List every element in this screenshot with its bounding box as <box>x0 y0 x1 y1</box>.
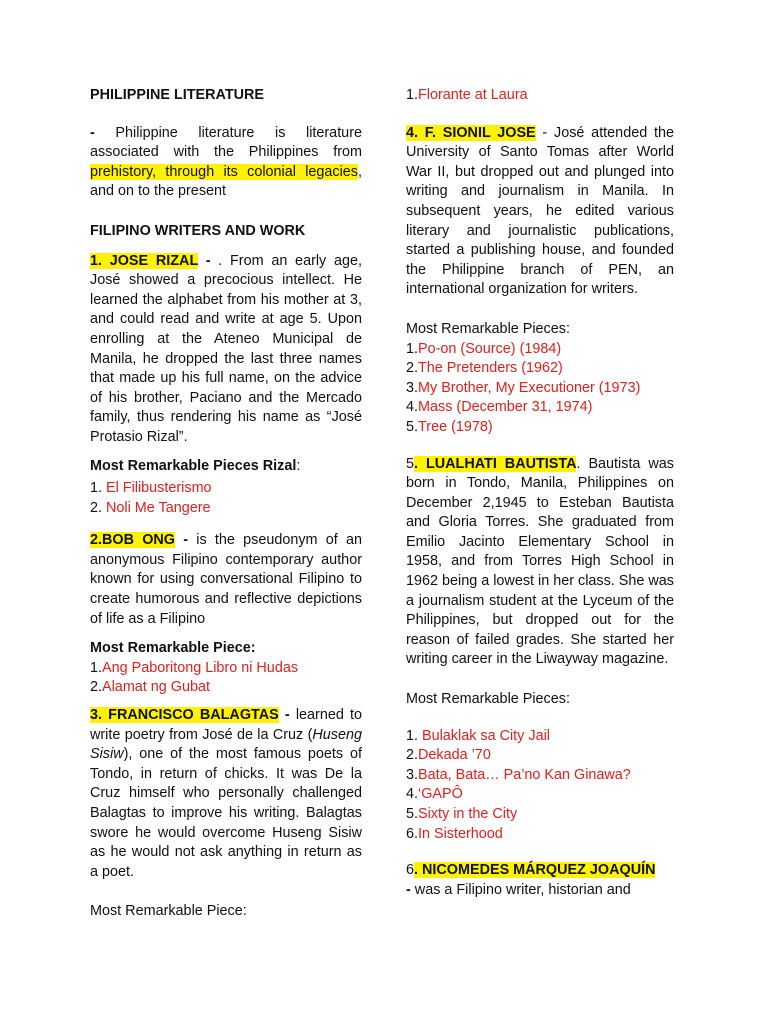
rizal-pieces-colon: : <box>296 457 301 474</box>
intro-highlight: prehistory, through its colonial legacies <box>90 163 358 180</box>
list-item: 2.Dekada ’70 <box>406 747 491 764</box>
bob-ong-name: 2.BOB ONG <box>90 532 175 549</box>
list-item: 3.Bata, Bata… Pa’no Kan Ginawa? <box>406 766 631 783</box>
balagtas-name: 3. FRANCISCO BALAGTAS <box>90 707 279 724</box>
balagtas-paragraph <box>90 706 362 882</box>
joaquin-number: 6 <box>406 862 415 879</box>
list-item: 1. El Filibusterismo <box>90 480 212 497</box>
balagtas-bio-2: ), one of the most famous poets of Tondo, in return of chicks. It was De la Cruz himself who personally challenged Balagtas to improve his writing. Balagtas swore he would overcome Huseng Sisiw as he would not ask anything in return as a poet. <box>90 746 362 880</box>
list-item: 2. Noli Me Tangere <box>90 499 211 516</box>
right-column <box>406 86 674 900</box>
sionil-number: 4 <box>406 124 415 141</box>
balagtas-pieces-label: Most Remarkable Piece: <box>90 903 247 920</box>
list-item: 5.Tree (1978) <box>406 418 493 435</box>
sionil-paragraph <box>406 124 674 300</box>
balagtas-dash: - <box>278 707 296 724</box>
list-item: 3.My Brother, My Executioner (1973) <box>406 379 641 396</box>
balagtas-bio-italic: Huseng Sisiw <box>90 726 362 763</box>
joaquin-dash: - <box>406 881 415 898</box>
sionil-pieces-list <box>406 340 674 438</box>
balagtas-bio-1: learned to write poetry from José de la Cruz ( <box>90 707 363 743</box>
intro-dash: - <box>90 124 95 141</box>
intro-text-after: , and on to the present <box>90 163 362 200</box>
rizal-name: 1. JOSE RIZAL <box>90 252 198 269</box>
list-item: 5.Sixty in the City <box>406 806 518 822</box>
list-item: 2.The Pretenders (1962) <box>406 360 563 377</box>
joaquin-heading <box>406 861 674 881</box>
balagtas-piece-item: 1.Florante at Laura <box>406 87 528 103</box>
rizal-pieces-heading <box>90 457 362 477</box>
bob-ong-pieces-list <box>90 659 362 698</box>
rizal-dash: - <box>197 252 219 269</box>
list-item: 2.Alamat ng Gubat <box>90 679 211 696</box>
bob-ong-dash: - <box>175 532 197 549</box>
sionil-pieces-label: Most Remarkable Pieces: <box>406 320 570 337</box>
list-item: 1.Po-on (Source) (1984) <box>406 340 562 357</box>
main-title: PHILIPPINE LITERATURE <box>90 87 265 103</box>
intro-text-before: Philippine literature is literature associated with the Philippines from <box>90 124 362 161</box>
list-item: 1. Bulaklak sa City Jail <box>406 727 550 744</box>
bob-ong-paragraph <box>90 531 362 629</box>
bautista-pieces-label: Most Remarkable Pieces: <box>406 691 570 708</box>
sionil-bio: - José attended the University of Santo Tomas after World War II, but dropped out and plunged into writing and journalism in Manila. In subsequent years, he edited various literary and journalistic publications, started a publishing house, and founded the Philippine branch of PEN, an international organization for writers. <box>406 124 674 298</box>
rizal-pieces-label: Most Remarkable Pieces Rizal <box>90 457 297 474</box>
rizal-paragraph <box>90 252 362 448</box>
bautista-bio: . Bautista was born in Tondo, Manila, Philippines on December 2,1945 to Esteban Bautista and Gloria Torres. She graduated from Emilio Jacinto Elementary School in 1958, and from Torres High School in 1962 being a lowest in her class. She was a journalism student at the Lyceum of the Philippines, but dropped out for the reason of failed grades. She started her writing career in the Liwayway magazine. <box>406 455 674 668</box>
sionil-name: . F. SIONIL JOSE <box>414 124 536 141</box>
bob-ong-pieces-label: Most Remarkable Piece: <box>90 640 256 657</box>
left-column <box>90 86 362 922</box>
list-item: 1.Ang Paboritong Libro ni Hudas <box>90 659 299 676</box>
bautista-name: . LUALHATI BAUTISTA <box>414 455 577 472</box>
joaquin-bio: was a Filipino writer, historian and <box>414 881 631 898</box>
rizal-bio: . From an early age, José showed a precocious intellect. He learned the alphabet from his mother at 3, and could read and write at age 5. Upon enrolling at the Ateneo Municipal de Manila, he dropped the last three names that made up his full name, on the advice of his brother, Paciano and the Mercado family, thus rendering his name as “José Protasio Rizal”. <box>90 252 362 445</box>
bautista-pieces-list <box>406 727 674 845</box>
list-item: 4.‘GAPÔ <box>406 786 463 803</box>
joaquin-paragraph <box>406 881 674 901</box>
joaquin-name: . NICOMEDES MÁRQUEZ JOAQUÍN <box>414 862 656 879</box>
list-item: 4.Mass (December 31, 1974) <box>406 399 593 416</box>
bob-ong-bio: is the pseudonym of an anonymous Filipino contemporary author known for using conversational Filipino to create humorous and reflective depictions of life as a Filipino <box>90 532 362 627</box>
bautista-number: 5 <box>406 455 415 472</box>
section-title: FILIPINO WRITERS AND WORK <box>90 222 306 239</box>
list-item: 6.In Sisterhood <box>406 825 503 842</box>
bautista-paragraph <box>406 455 674 671</box>
intro-paragraph <box>90 124 362 202</box>
rizal-pieces-list <box>90 479 362 518</box>
